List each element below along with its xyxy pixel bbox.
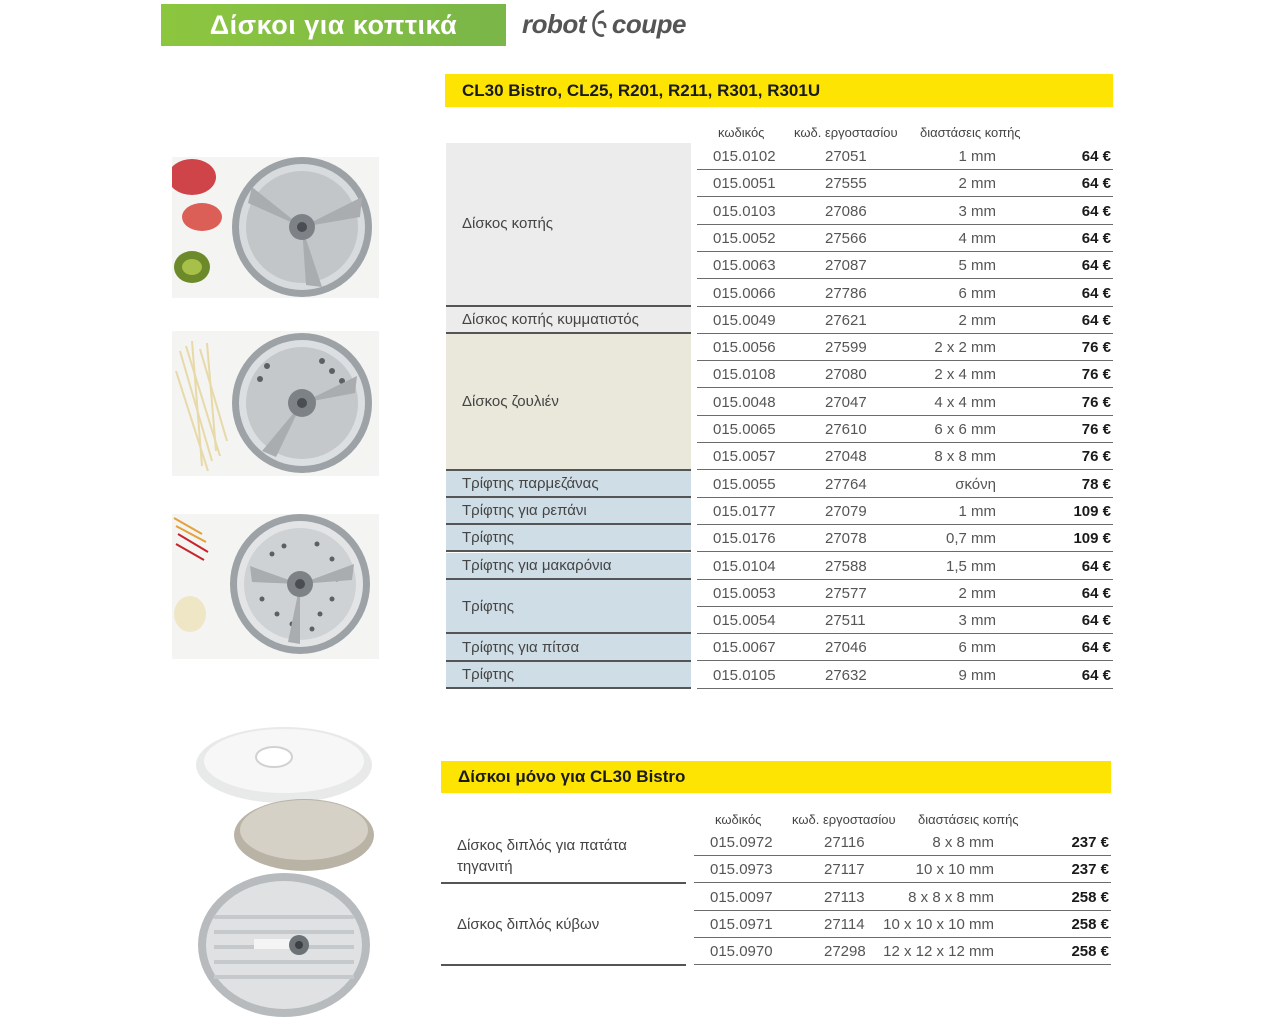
price: 76 € xyxy=(1081,421,1111,438)
cut-dimensions: 3 mm xyxy=(958,612,996,630)
factory-code: 27114 xyxy=(824,915,865,933)
product-code: 015.0973 xyxy=(710,861,773,879)
table-row xyxy=(694,856,1111,883)
factory-code: 27786 xyxy=(825,284,867,302)
cut-dimensions: 6 mm xyxy=(958,284,996,302)
price: 64 € xyxy=(1081,639,1111,657)
cut-dimensions: 6 x 6 mm xyxy=(934,421,996,438)
table-row xyxy=(697,143,1113,170)
product-code: 015.0048 xyxy=(713,393,776,411)
logo-text-coupe: coupe xyxy=(611,8,686,39)
col-header-factory-code-2: κωδ. εργοστασίου xyxy=(792,812,896,827)
table-row xyxy=(697,607,1113,634)
cut-dimensions: 8 x 8 mm xyxy=(934,448,996,466)
factory-code: 27555 xyxy=(825,175,867,193)
product-name-cell xyxy=(446,553,691,580)
factory-code: 27610 xyxy=(825,421,867,438)
product-name: Τρίφτης xyxy=(462,665,515,683)
price: 64 € xyxy=(1081,311,1111,329)
factory-code: 27632 xyxy=(825,666,867,684)
product-code: 015.0102 xyxy=(713,148,776,165)
price: 64 € xyxy=(1081,612,1111,630)
page-title: Δίσκοι για κοπτικά xyxy=(161,4,506,46)
product-name: Δίσκος κοπής κυμματιστός xyxy=(462,310,639,328)
price: 64 € xyxy=(1081,229,1111,247)
product-code: 015.0176 xyxy=(713,530,776,548)
product-code: 015.0177 xyxy=(713,502,776,520)
price: 64 € xyxy=(1081,175,1111,193)
price: 64 € xyxy=(1081,584,1111,602)
product-code: 015.0057 xyxy=(713,448,776,466)
col-header-dimensions: διαστάσεις κοπής xyxy=(920,125,1021,140)
product-name-line2: τηγανιτή xyxy=(457,857,513,875)
julienne-disc-photo xyxy=(172,331,379,476)
product-code: 015.0066 xyxy=(713,284,776,302)
factory-code: 27577 xyxy=(825,584,867,602)
product-code: 015.0049 xyxy=(713,311,776,329)
product-code: 015.0056 xyxy=(713,339,776,357)
section2-header: Δίσκοι μόνο για CL30 Bistro xyxy=(441,761,1111,793)
col-header-factory-code: κωδ. εργοστασίου xyxy=(794,125,898,140)
table-row xyxy=(697,634,1113,661)
factory-code: 27051 xyxy=(825,148,867,165)
product-code: 015.0970 xyxy=(710,943,773,961)
cut-dimensions: 2 x 4 mm xyxy=(934,366,996,384)
factory-code: 27116 xyxy=(824,834,865,851)
product-code: 015.0063 xyxy=(713,257,776,275)
factory-code: 27048 xyxy=(825,448,867,466)
price: 76 € xyxy=(1081,366,1111,384)
price: 258 € xyxy=(1071,915,1109,933)
table-row xyxy=(697,198,1113,225)
factory-code: 27599 xyxy=(825,339,867,357)
table-row xyxy=(697,525,1113,552)
product-code: 015.0051 xyxy=(713,175,776,193)
table-row xyxy=(694,829,1111,856)
table-row xyxy=(697,307,1113,334)
product-code: 015.0055 xyxy=(713,475,776,493)
robot-coupe-logo xyxy=(522,6,686,42)
factory-code: 27588 xyxy=(825,557,867,575)
factory-code: 27117 xyxy=(824,861,865,879)
table-row xyxy=(697,280,1113,307)
cut-dimensions: 4 x 4 mm xyxy=(934,393,996,411)
table-row xyxy=(697,389,1113,416)
factory-code: 27298 xyxy=(824,943,866,961)
cut-dimensions: 3 mm xyxy=(958,202,996,220)
factory-code: 27078 xyxy=(825,530,867,548)
factory-code: 27087 xyxy=(825,257,867,275)
factory-code: 27047 xyxy=(825,393,867,411)
product-name: Δίσκος ζουλιέν xyxy=(462,392,559,410)
product-code: 015.0052 xyxy=(713,229,776,247)
price: 64 € xyxy=(1081,557,1111,575)
table-row xyxy=(697,498,1113,525)
row-divider xyxy=(694,964,1111,965)
table-row xyxy=(697,170,1113,197)
product-name-cell xyxy=(446,580,691,635)
product-name: Τρίφτης xyxy=(462,529,515,547)
cut-dimensions: 1,5 mm xyxy=(945,557,996,575)
product-name: Τρίφτης παρμεζάνας xyxy=(462,474,599,492)
cut-dimensions: 2 x 2 mm xyxy=(934,339,996,357)
product-code: 015.0108 xyxy=(713,366,776,384)
cut-dimensions: 10 x 10 mm xyxy=(915,861,994,879)
cut-dimensions: 2 mm xyxy=(958,584,996,602)
product-code: 015.0067 xyxy=(713,639,776,657)
product-code: 015.0097 xyxy=(710,888,773,906)
cut-dimensions: 4 mm xyxy=(958,229,996,247)
factory-code: 27080 xyxy=(825,366,867,384)
product-name: Δίσκος διπλός κύβων xyxy=(457,915,600,933)
product-name-cell xyxy=(446,498,691,525)
product-name-cell xyxy=(446,334,691,471)
price: 258 € xyxy=(1071,888,1109,906)
cut-dimensions: σκόνη xyxy=(955,475,996,493)
logo-mark-icon xyxy=(588,9,610,39)
product-name-cell xyxy=(446,662,691,689)
factory-code: 27113 xyxy=(824,888,865,906)
product-name-cell xyxy=(446,471,691,498)
product-name: Τρίφτης για πίτσα xyxy=(462,638,580,656)
cut-dimensions: 8 x 8 mm xyxy=(932,834,994,851)
price: 78 € xyxy=(1081,475,1111,493)
price: 76 € xyxy=(1081,393,1111,411)
product-code: 015.0104 xyxy=(713,557,776,575)
table-row xyxy=(697,334,1113,361)
cut-dimensions: 1 mm xyxy=(958,502,996,520)
price: 64 € xyxy=(1081,284,1111,302)
factory-code: 27621 xyxy=(825,311,867,329)
cut-dimensions: 2 mm xyxy=(958,175,996,193)
price: 109 € xyxy=(1073,530,1111,548)
price: 64 € xyxy=(1081,257,1111,275)
table-row xyxy=(697,252,1113,279)
product-name: Τρίφτης για μακαρόνια xyxy=(462,556,612,574)
cut-dimensions: 0,7 mm xyxy=(945,530,996,548)
table-row xyxy=(697,662,1113,689)
price: 76 € xyxy=(1081,339,1111,357)
product-name: Δίσκος κοπής xyxy=(462,215,554,233)
factory-code: 27046 xyxy=(825,639,867,657)
factory-code: 27511 xyxy=(825,612,866,630)
price: 64 € xyxy=(1081,148,1111,165)
cut-dimensions: 1 mm xyxy=(958,148,996,165)
product-name-cell xyxy=(446,634,691,661)
product-code: 015.0065 xyxy=(713,421,776,438)
table-row xyxy=(694,911,1111,938)
factory-code: 27566 xyxy=(825,229,867,247)
product-code: 015.0054 xyxy=(713,612,776,630)
section2-product-french-fry xyxy=(441,829,686,884)
table-row xyxy=(697,416,1113,443)
row-divider xyxy=(697,688,1113,689)
product-code: 015.0972 xyxy=(710,834,773,851)
double-dicing-disc-photo xyxy=(194,725,374,1020)
section2-product-dicing xyxy=(441,884,686,966)
factory-code: 27079 xyxy=(825,502,867,520)
product-name: Τρίφτης xyxy=(462,597,515,615)
table-row xyxy=(697,553,1113,580)
product-name-line1: Δίσκος διπλός για πατάτα xyxy=(457,836,627,854)
price: 258 € xyxy=(1071,943,1109,961)
cut-dimensions: 8 x 8 x 8 mm xyxy=(908,888,994,906)
cut-dimensions: 6 mm xyxy=(958,639,996,657)
product-code: 015.0103 xyxy=(713,202,776,220)
cut-dimensions: 10 x 10 x 10 mm xyxy=(883,915,994,933)
col-header-code: κωδικός xyxy=(718,125,765,140)
price: 237 € xyxy=(1071,861,1109,879)
factory-code: 27086 xyxy=(825,202,867,220)
table-row xyxy=(694,938,1111,965)
price: 109 € xyxy=(1073,502,1111,520)
col-header-dimensions-2: διαστάσεις κοπής xyxy=(918,812,1019,827)
col-header-code-2: κωδικός xyxy=(715,812,762,827)
product-code: 015.0053 xyxy=(713,584,776,602)
factory-code: 27764 xyxy=(825,475,867,493)
cut-dimensions: 2 mm xyxy=(958,311,996,329)
table-row xyxy=(697,580,1113,607)
table-row xyxy=(694,884,1111,911)
product-name-cell xyxy=(446,307,691,334)
cut-dimensions: 12 x 12 x 12 mm xyxy=(883,943,994,961)
table-row xyxy=(697,443,1113,470)
table-row xyxy=(697,225,1113,252)
price: 64 € xyxy=(1081,666,1111,684)
logo-text-robot: robot xyxy=(522,8,586,39)
table-row xyxy=(697,471,1113,498)
table-row xyxy=(697,361,1113,388)
cut-dimensions: 5 mm xyxy=(958,257,996,275)
section1-header: CL30 Bistro, CL25, R201, R211, R301, R301U xyxy=(445,74,1113,107)
product-code: 015.0971 xyxy=(710,915,773,933)
grating-disc-photo xyxy=(172,514,379,659)
price: 76 € xyxy=(1081,448,1111,466)
slicing-disc-photo xyxy=(172,157,379,298)
price: 64 € xyxy=(1081,202,1111,220)
product-name-cell xyxy=(446,525,691,552)
product-name-cell xyxy=(446,143,691,307)
price: 237 € xyxy=(1071,834,1109,851)
product-code: 015.0105 xyxy=(713,666,776,684)
cut-dimensions: 9 mm xyxy=(958,666,996,684)
product-name: Τρίφτης για ρεπάνι xyxy=(462,502,587,520)
